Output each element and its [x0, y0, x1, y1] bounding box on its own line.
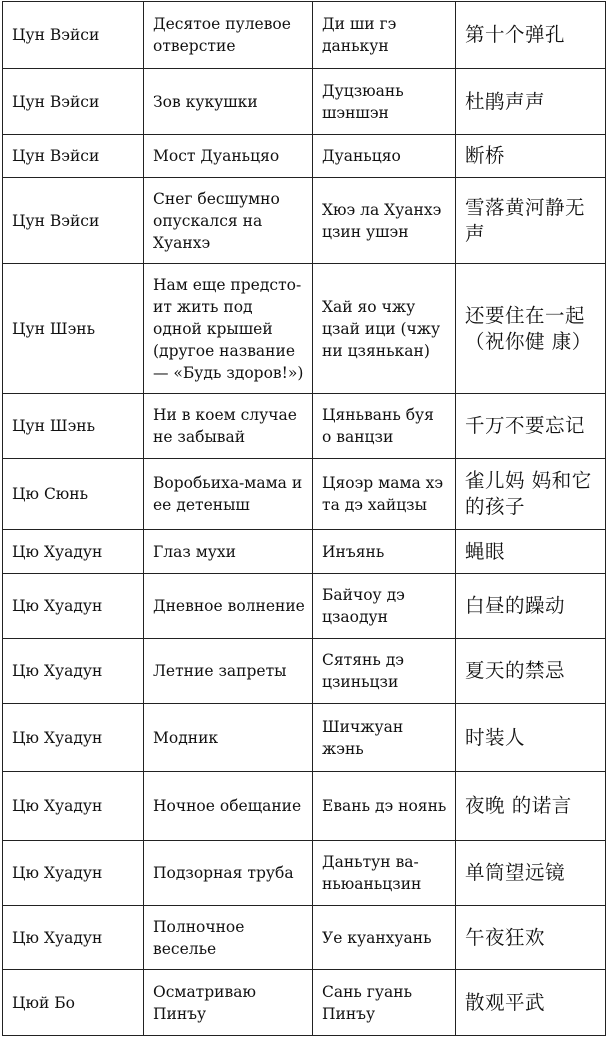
- author-cell: Цю Хуадун: [3, 574, 144, 639]
- table-row: [3, 178, 606, 264]
- table-row: [3, 530, 606, 574]
- pinyin-title-cell: Хай яо чжу цзай ици (чжу ни цзянькан): [313, 264, 456, 394]
- table-row: [3, 841, 606, 906]
- chinese-title-cell: 千万不要忘记: [456, 394, 606, 459]
- chinese-title-cell: 雀儿妈 妈和它的孩子: [456, 459, 606, 530]
- author-cell: Цун Шэнь: [3, 264, 144, 394]
- author-cell: Цун Вэйси: [3, 2, 144, 69]
- russian-title-cell: Осматриваю Пинъу: [144, 970, 313, 1036]
- author-cell: Цун Шэнь: [3, 394, 144, 459]
- russian-title-cell: Ни в коем случае не забывай: [144, 394, 313, 459]
- russian-title-cell: Подзорная труба: [144, 841, 313, 906]
- table-row: [3, 639, 606, 704]
- russian-title-cell: Зов кукушки: [144, 69, 313, 135]
- table-body: [3, 2, 606, 1036]
- table-row: [3, 772, 606, 841]
- chinese-title-cell: 蝇眼: [456, 530, 606, 574]
- author-cell: Цун Вэйси: [3, 135, 144, 178]
- author-cell: Цю Хуадун: [3, 639, 144, 704]
- author-cell: Цун Вэйси: [3, 178, 144, 264]
- chinese-title-cell: 散观平武: [456, 970, 606, 1036]
- pinyin-title-cell: Дуаньцяо: [313, 135, 456, 178]
- chinese-title-cell: 第十个弹孔: [456, 2, 606, 69]
- table-row: [3, 264, 606, 394]
- author-cell: Цю Хуадун: [3, 530, 144, 574]
- russian-title-cell: Нам еще предстоит жить под одной крышей (другое название — «Будь здоров!»): [144, 264, 313, 394]
- author-cell: Цю Хуадун: [3, 906, 144, 970]
- translation-table: [2, 1, 606, 1036]
- table-row: [3, 906, 606, 970]
- pinyin-title-cell: Цяоэр мама хэ та дэ хайцзы: [313, 459, 456, 530]
- pinyin-title-cell: Байчоу дэ цзаодун: [313, 574, 456, 639]
- russian-title-cell: Полночное веселье: [144, 906, 313, 970]
- russian-title-cell: Ночное обещание: [144, 772, 313, 841]
- table-row: [3, 574, 606, 639]
- pinyin-title-cell: Евань дэ ноянь: [313, 772, 456, 841]
- author-cell: Цю Хуадун: [3, 772, 144, 841]
- table-row: [3, 459, 606, 530]
- russian-title-cell: Десятое пулевое отверстие: [144, 2, 313, 69]
- russian-title-cell: Снег бесшумно опускался на Хуанхэ: [144, 178, 313, 264]
- chinese-title-cell: 时装人: [456, 704, 606, 772]
- author-cell: Цю Сюнь: [3, 459, 144, 530]
- table-row: [3, 135, 606, 178]
- russian-title-cell: Модник: [144, 704, 313, 772]
- chinese-title-cell: 夜晚 的诺言: [456, 772, 606, 841]
- chinese-title-cell: 断桥: [456, 135, 606, 178]
- table-row: [3, 970, 606, 1036]
- pinyin-title-cell: Цяньвань буя о ванцзи: [313, 394, 456, 459]
- russian-title-cell: Летние запреты: [144, 639, 313, 704]
- pinyin-title-cell: Хюэ ла Хуанхэ цзин ушэн: [313, 178, 456, 264]
- table-row: [3, 69, 606, 135]
- pinyin-title-cell: Инъянь: [313, 530, 456, 574]
- pinyin-title-cell: Сань гуань Пинъу: [313, 970, 456, 1036]
- pinyin-title-cell: Ди ши гэ данькун: [313, 2, 456, 69]
- author-cell: Цун Вэйси: [3, 69, 144, 135]
- table-row: [3, 704, 606, 772]
- author-cell: Цю Хуадун: [3, 704, 144, 772]
- pinyin-title-cell: Сятянь дэ цзиньцзи: [313, 639, 456, 704]
- table-row: [3, 2, 606, 69]
- pinyin-title-cell: Шичжуан жэнь: [313, 704, 456, 772]
- table-row: [3, 394, 606, 459]
- chinese-title-cell: 白昼的躁动: [456, 574, 606, 639]
- russian-title-cell: Мост Дуаньцяо: [144, 135, 313, 178]
- chinese-title-cell: 单筒望远镜: [456, 841, 606, 906]
- chinese-title-cell: 雪落黄河静无声: [456, 178, 606, 264]
- russian-title-cell: Дневное волнение: [144, 574, 313, 639]
- chinese-title-cell: 杜鹃声声: [456, 69, 606, 135]
- russian-title-cell: Глаз мухи: [144, 530, 313, 574]
- russian-title-cell: Воробьиха-мама и ее детеныш: [144, 459, 313, 530]
- chinese-title-cell: 还要住在一起（祝你健 康）: [456, 264, 606, 394]
- pinyin-title-cell: Дуцзюань шэншэн: [313, 69, 456, 135]
- pinyin-title-cell: Даньтун ваньюаньцзин: [313, 841, 456, 906]
- pinyin-title-cell: Уе куанхуань: [313, 906, 456, 970]
- chinese-title-cell: 午夜狂欢: [456, 906, 606, 970]
- author-cell: Цюй Бо: [3, 970, 144, 1036]
- author-cell: Цю Хуадун: [3, 841, 144, 906]
- chinese-title-cell: 夏天的禁忌: [456, 639, 606, 704]
